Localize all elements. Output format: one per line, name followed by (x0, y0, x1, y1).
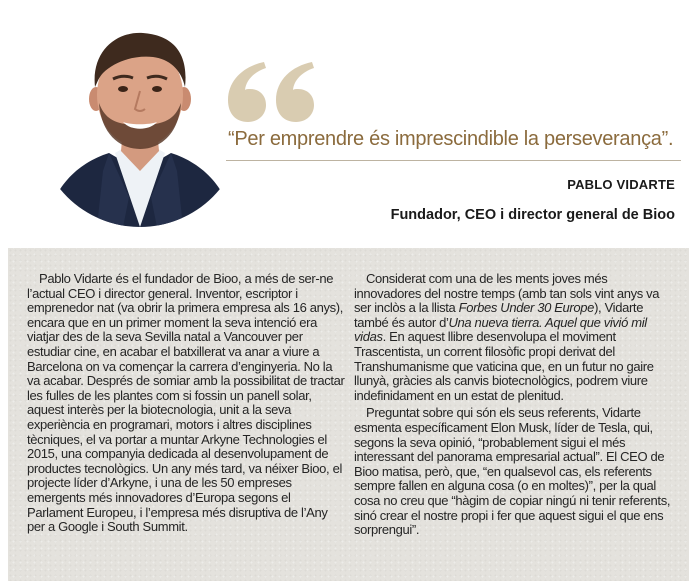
paragraph-bio: Pablo Vidarte és el fundador de Bioo, a més de ser-ne l’actual CEO i director general. Inventor, escriptor i emprenedor nat (va obrir la primera empresa als 16 anys), encara que en un primer moment la seva intenció era viatjar des de la seva Sevilla natal a Vancouver per estudiar cine, en acabar el batxillerat va anar a viure a Barcelona on va començar la carrera d’enginyeria. No la va acabar. Després de somiar amb la possibilitat de tractar les fulles de les plantes com si fossin un panell solar, aquest interès per la biotecnologia, unit a la seva experiència en programari, motors i altres disciplines tècniques, el va portar a muntar Arkyne Technologies el 2015, una companyia dedicada al desenvolupament de productes tecnològics. Un any més tard, va néixer Bioo, el projecte líder d’Arkyne, i una de les 50 empreses emergents més innovadores d’Europa segons el Parlament Europeu, i l’empresa més disruptiva de l’Any per a Google i South Summit. (27, 271, 345, 535)
pull-quote: “Per emprendre és imprescindible la perseverança”. (228, 128, 674, 150)
forbes-list-title: Forbes Under 30 Europe (458, 300, 595, 316)
paragraph-text: . En aquest llibre desenvolupa el moviment Trascentista, un corrent filosòfic propi derivat del Transhumanisme que vaticina que, en un futur no gaire llunyà, gràcies als canvis biotecnològics, podrem viure indefinidament en un estat de plenitud. (354, 329, 654, 403)
double-opening-quote-icon (224, 58, 316, 124)
article-column-right (354, 272, 674, 538)
paragraph-text: ), Vidarte també és autor d’ (354, 300, 644, 330)
paragraph-text: Considerat com una de les ments joves més innovadores del nostre temps (amb tan sols vint anys va ser inclòs a la llista (354, 271, 660, 316)
person-role: Fundador, CEO i director general de Bioo (390, 207, 675, 223)
book-title: Una nueva tierra. Aquel que vivió mil vidas (354, 314, 647, 345)
person-name: PABLO VIDARTE (567, 177, 675, 192)
divider (226, 160, 681, 161)
article-column-left (27, 272, 345, 535)
paragraph-innovator (354, 272, 674, 403)
portrait-illustration (37, 21, 243, 227)
paragraph-references: Preguntat sobre qui són els seus referents, Vidarte esmenta específicament Elon Musk, líder de Tesla, qui, segons la seva opinió, “probablement sigui el més interessant del panorama empresarial actual”. El CEO de Bioo matisa, però, que, “en qualsevol cas, els referents sempre fallen en alguna cosa (o en moltes)”, per la qual cosa no creu que “hàgim de copiar ningú ni tenir referents, sinó crear el nostre propi i fer que aquest sigui el que ens sorprengui”. (354, 405, 671, 538)
portrait-photo (37, 21, 243, 227)
